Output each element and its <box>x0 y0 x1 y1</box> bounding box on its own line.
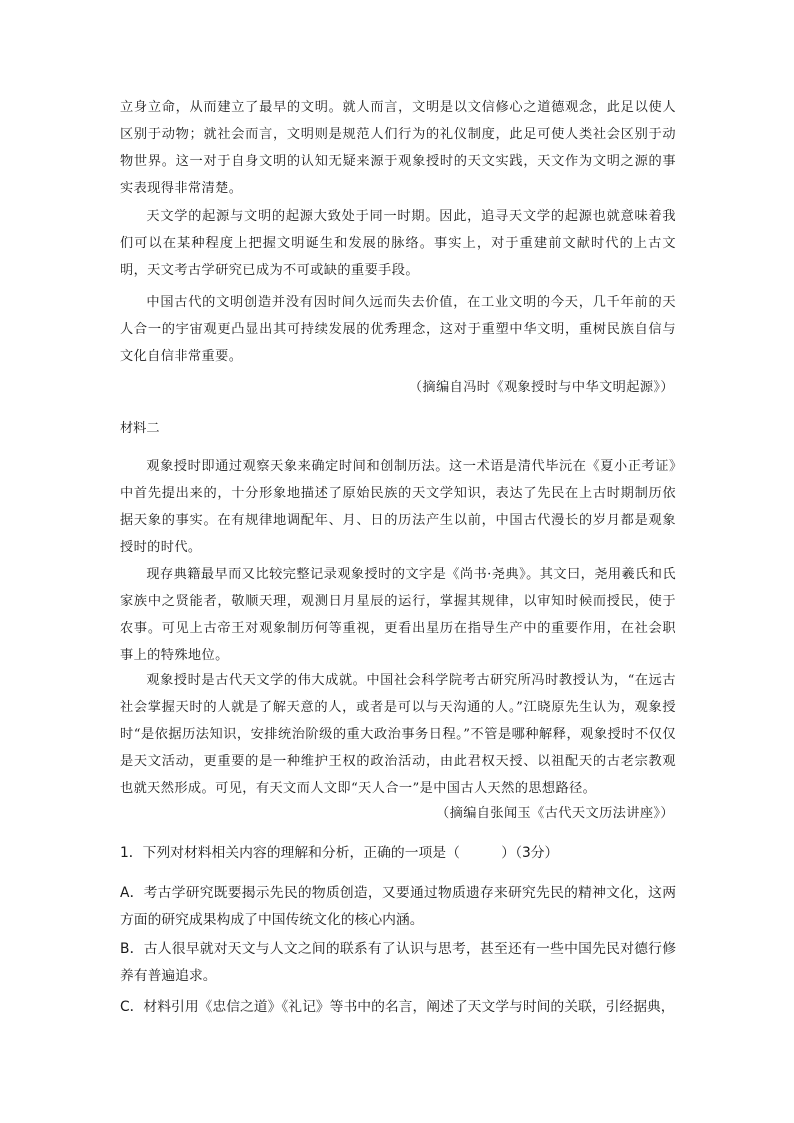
material-one-paragraph-3: 中国古代的文明创造并没有因时间久远而失去价值，在工业文明的今天，几千年前的天人合一的宇宙观更凸显出其可持续发展的优秀理念，这对于重塑中华文明，重树民族自信与文化自信非常重要。 <box>120 295 676 364</box>
material-two-heading: 材料二 <box>120 421 160 436</box>
material-one-paragraph-1: 立身立命，从而建立了最早的文明。就人而言，文明是以文信修心之道德观念，此足以使人区别于动物；就社会而言，文明则是规范人们行为的礼仪制度，此足可使人类社会区别于动物世界。这一对于自身文明的认知无疑来源于观象授时的天文实践，天文作为文明之源的事实表现得非常清楚。 <box>120 100 676 196</box>
question-1-option-c: C．材料引用《忠信之道》《礼记》等书中的名言，阐述了天文学与时间的关联，引经据典， <box>120 999 675 1015</box>
material-one-paragraph-2: 天文学的起源与文明的起源大致处于同一时期。因此，追寻天文学的起源也就意味着我们可以在某种程度上把握文明诞生和发展的脉络。事实上，对于重建前文献时代的上古文明，天文考古学研究已成为不可或缺的重要手段。 <box>120 209 676 278</box>
material-two-paragraph-1: 观象授时即通过观察天象来确定时间和创制历法。这一术语是清代毕沅在《夏小正考证》中首先提出来的，十分形象地描述了原始民族的天文学知识，表达了先民在上古时期制历依据天象的事实。在有规律地调配年、月、日的历法产生以前，中国古代漫长的岁月都是观象授时的时代。 <box>120 459 676 555</box>
material-two-paragraph-2: 现存典籍最早而又比较完整记录观象授时的文字是《尚书·尧典》。其文曰，尧用羲氏和氏家族中之贤能者，敬顺天理，观测日月星辰的运行，掌握其规律，以审知时候而授民，使于农事。可见上古帝王对观象制历何等重视，更看出星历在指导生产中的重要作用，在社会职事上的特殊地位。 <box>120 567 676 663</box>
material-two-paragraph-3: 观象授时是古代天文学的伟大成就。中国社会科学院考古研究所冯时教授认为，“在远古社会掌握天时的人就是了解天意的人，或者是可以与天沟通的人。”江晓原先生认为，观象授时“是依据历法知识，安排统治阶级的重大政治事务日程。”不管是哪种解释，观象授时不仅仅是天文活动，更重要的是一种维护王权的政治活动，由此君权天授、以祖配天的古老宗教观也就天然形成。可见，有天文而人文即“天人合一”是中国古人天然的思想路径。 <box>120 673 676 796</box>
material-two-source: （摘编自张闻玉《古代天文历法讲座》） <box>436 806 674 821</box>
question-1-option-b: B．古人很早就对天文与人文之间的联系有了认识与思考，甚至还有一些中国先民对德行修养有普遍追求。 <box>120 941 676 984</box>
material-one-source: （摘编自冯时《观象授时与中华文明起源》） <box>408 380 674 395</box>
question-1-stem: 1．下列对材料相关内容的理解和分析，正确的一项是（ ）（3分） <box>120 845 559 861</box>
question-1-option-a: A．考古学研究既要揭示先民的物质创造，又要通过物质遗存来研究先民的精神文化，这两方面的研究成果构成了中国传统文化的核心内涵。 <box>120 885 676 928</box>
